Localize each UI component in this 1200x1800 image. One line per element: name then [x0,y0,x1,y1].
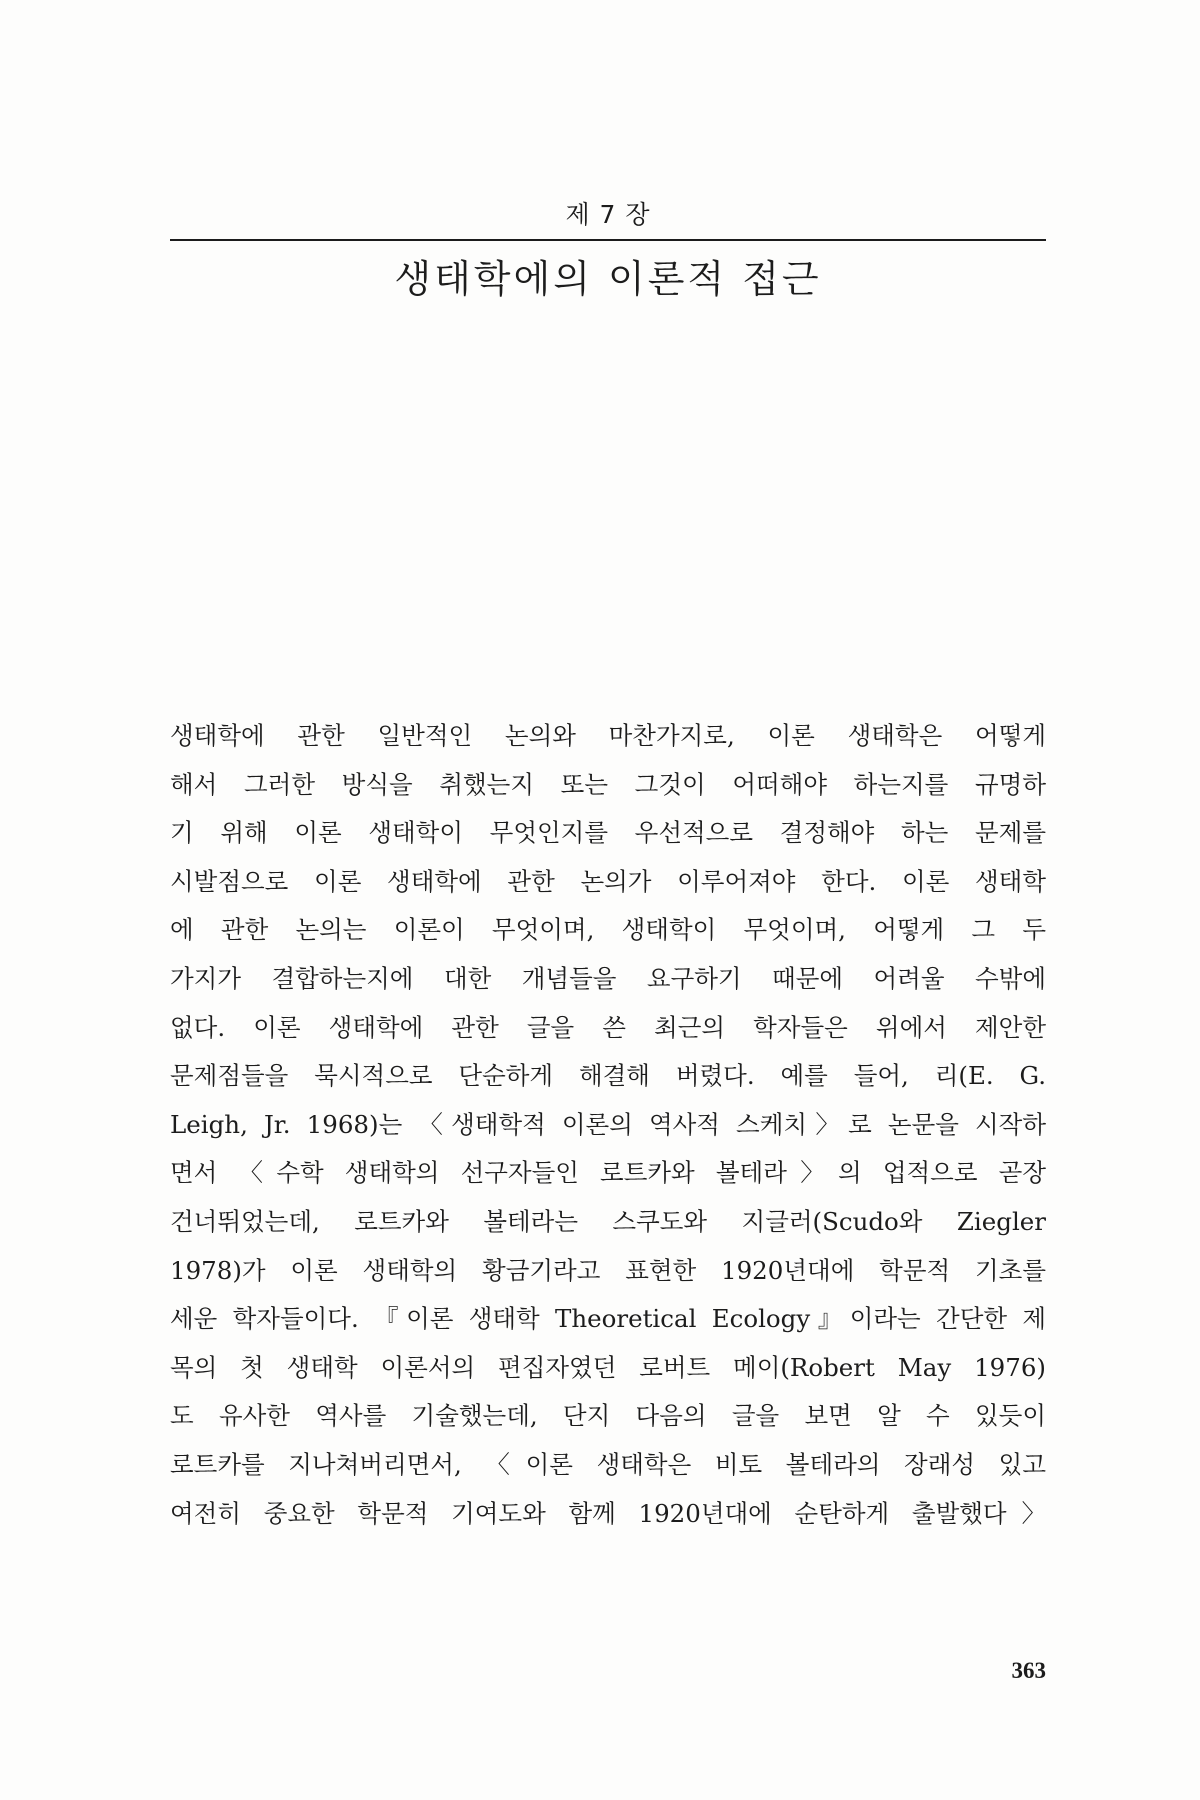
text-line: 해서 그러한 방식을 취했는지 또는 그것이 어떠해야 하는지를 규명하 [170,769,1046,799]
chapter-title: 생태학에의 이론적 접근 [394,257,822,301]
chapter-number: 제 7 장 [565,200,651,229]
text-line: 기 위해 이론 생태학이 무엇인지를 우선적으로 결정해야 하는 문제를 [170,818,1046,848]
text-line: Leigh, Jr. 1968)는 〈생태학적 이론의 역사적 스케치〉로 논문을 시작하 [170,1109,1046,1139]
chapter-divider [170,239,1046,241]
text-line: 면서 〈수학 생태학의 선구자들인 로트카와 볼테라〉의 업적으로 곧장 [170,1158,1046,1188]
text-line: 목의 첫 생태학 이론서의 편집자였던 로버트 메이(Robert May 1976) [170,1352,1046,1382]
text-line: 가지가 결합하는지에 대한 개념들을 요구하기 때문에 어려울 수밖에 [170,963,1046,993]
text-line: 1978)가 이론 생태학의 황금기라고 표현한 1920년대에 학문적 기초를 [170,1255,1046,1285]
text-line: 도 유사한 역사를 기술했는데, 단지 다음의 글을 보면 알 수 있듯이 [170,1401,1046,1431]
text-line: 로트카를 지나쳐버리면서, 〈이론 생태학은 비토 볼테라의 장래성 있고 [170,1449,1046,1479]
text-line: 시발점으로 이론 생태학에 관한 논의가 이루어져야 한다. 이론 생태학 [170,866,1046,896]
text-line: 생태학에 관한 일반적인 논의와 마찬가지로, 이론 생태학은 어떻게 [170,721,1046,750]
text-line: 세운 학자들이다. 『이론 생태학 Theoretical Ecology』이라는 간단한 제 [170,1304,1046,1334]
text-line: 없다. 이론 생태학에 관한 글을 쓴 최근의 학자들은 위에서 제안한 [170,1012,1046,1042]
text-line: 여전히 중요한 학문적 기여도와 함께 1920년대에 순탄하게 출발했다〉 [170,1498,1046,1528]
chapter-header [170,195,1046,311]
text-line: 에 관한 논의는 이론이 무엇이며, 생태학이 무엇이며, 어떻게 그 두 [170,915,1046,945]
page-number: 363 [1011,1658,1046,1683]
text-line: 건너뛰었는데, 로트카와 볼테라는 스쿠도와 지글러(Scudo와 Ziegler [170,1206,1046,1236]
body-paragraph [170,712,1046,1538]
text-line: 문제점들을 묵시적으로 단순하게 해결해 버렸다. 예를 들어, 리(E. G. [170,1061,1046,1091]
